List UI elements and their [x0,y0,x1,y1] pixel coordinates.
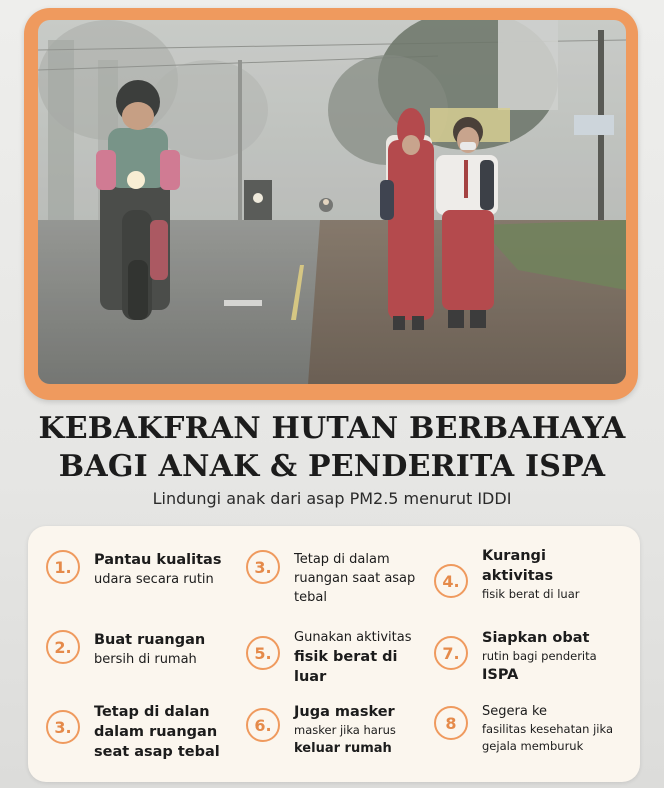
tip-text [482,628,627,685]
tip-text [94,550,239,589]
tip-title: Juga masker [294,704,395,720]
tip-number: 7. [434,636,468,670]
headline-line-1: KEBAKFRAN HUTAN BERBAHAYA [38,411,626,446]
tip-title: Buat ruangan [94,632,206,648]
tip-title: Tetap di dalam [294,552,390,567]
tip-desc: fasilitas kesehatan jika gejala memburuk [482,722,613,753]
tip-title: Gunakan aktivitas [294,630,412,645]
tip-text [482,546,622,603]
tip-number: 6. [246,708,280,742]
tip-title: Tetap di dalan dalam ruangan seat asap tebal [94,704,220,760]
tip-number: 3. [246,550,280,584]
tip-text [294,628,426,687]
tip-title: Kurangi aktivitas [482,548,554,584]
tip-desc: ruangan saat asap tebal [294,571,416,605]
tip-desc: fisik berat di luar [294,649,398,685]
tip-desc: masker jika harus [294,723,396,737]
tip-number: 5. [246,636,280,670]
tip-text [94,702,226,762]
tip-desc-bold: ISPA [482,667,519,683]
tip-desc: rutin bagi penderita [482,649,597,663]
tip-title: Siapkan obat [482,630,590,646]
tip-desc-bold: keluar rumah [294,741,392,756]
tip-text [294,550,439,607]
headline-line-2: BAGI ANAK & PENDERITA ISPA [58,449,606,484]
tip-desc: udara secara rutin [94,572,214,587]
tip-title: Pantau kualitas [94,552,222,568]
tip-number: 2. [46,630,80,664]
tip-desc: fisik berat di luar [482,587,580,601]
haze-street-photo [38,20,626,384]
tip-number: 8 [434,706,468,740]
tip-number: 3. [46,710,80,744]
tip-title: Segera ke [482,704,548,719]
tip-number: 4. [434,564,468,598]
tip-number: 1. [46,550,80,584]
tip-text [294,702,426,759]
tip-text [482,702,627,755]
subtitle: Lindungi anak dari asap PM2.5 menurut IDDI [152,489,512,508]
tip-text [94,630,239,669]
tips-card [28,526,640,782]
tip-desc: bersih di rumah [94,652,197,667]
